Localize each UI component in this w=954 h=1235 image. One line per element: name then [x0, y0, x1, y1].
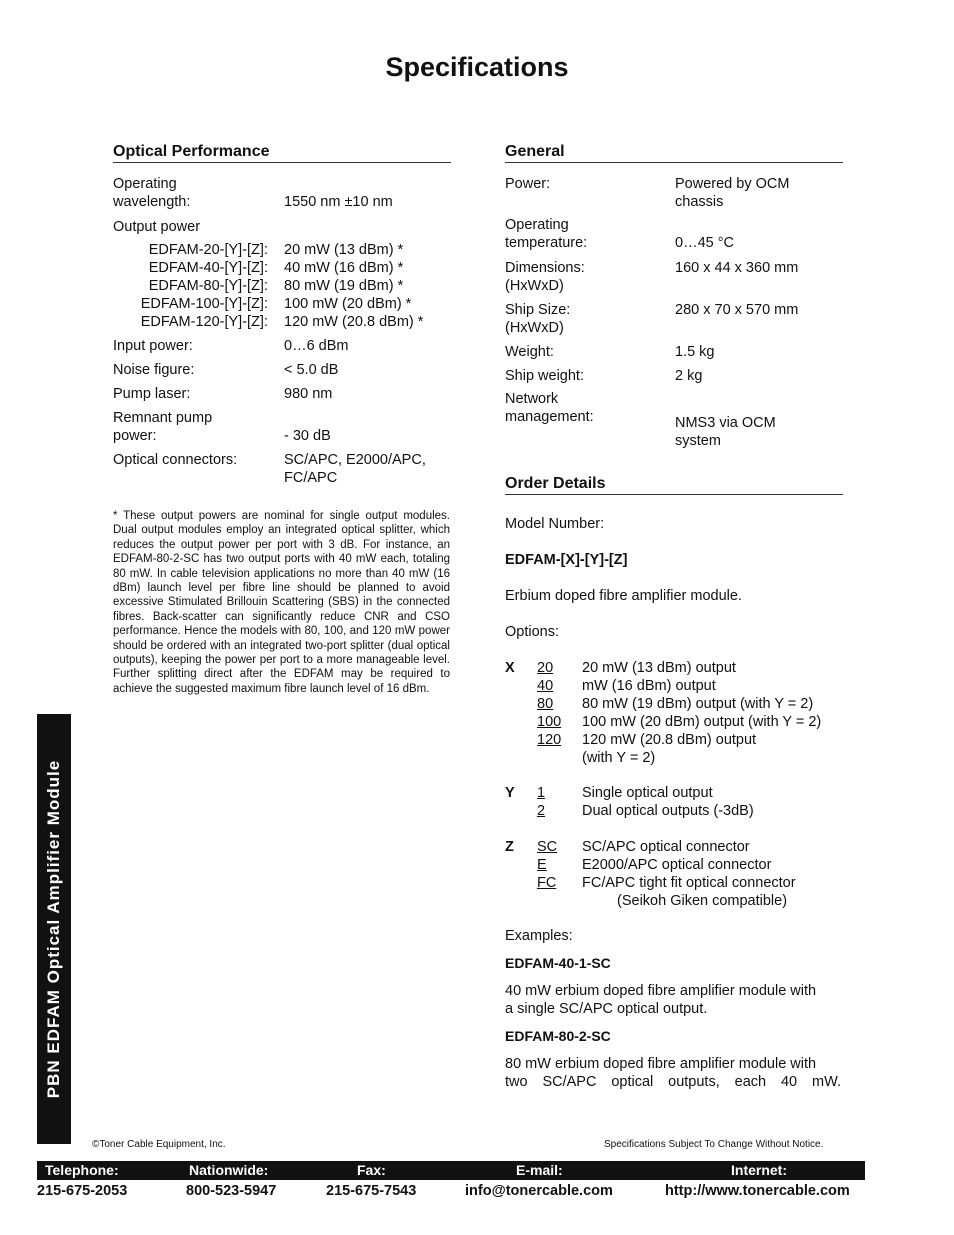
general-heading: General [505, 143, 843, 163]
contact-header-bar [37, 1161, 865, 1180]
option-desc: 80 mW (19 dBm) output (with Y = 2) [582, 696, 814, 712]
label-line: Remnant pump [113, 410, 213, 426]
option-desc: 20 mW (13 dBm) output [582, 660, 736, 676]
model-name: EDFAM-100-[Y]-[Z]: [140, 296, 268, 312]
network-management-label [505, 390, 594, 426]
option-y-descriptions [582, 784, 754, 820]
disclaimer: Specifications Subject To Change Without Notice. [604, 1139, 824, 1150]
model-power: 80 mW (19 dBm) * [284, 278, 404, 294]
model-name: EDFAM-40-[Y]-[Z]: [148, 260, 268, 276]
option-code: 2 [537, 803, 546, 819]
option-code: SC [537, 839, 558, 855]
value-line: NMS3 via OCM [675, 415, 776, 431]
option-z-descriptions [582, 838, 796, 910]
output-power-footnote: * These output powers are nominal for single output modules. Dual output modules employ an integrated optical splitter, which reduces the output power per port with 3 dB. For instance, an EDFAM-80-2-SC has two output ports with 40 mW each, totaling 80 mW. In cable television applications no more than 40 mW (16 dBm) launch level per fibre line should be planned to avoid excessive Stimulated Brillouin Scattering (SBS) in the connected fibres. Back-scatter can significantly reduce CNR and CSO performance. Hence the models with 80, 100, and 120 mW power should be ordered with an integrated two-port splitter (dual optical outputs), keeping the power per port to a more manageable level. Further splitting direct after the EDFAM may be required to achieve the suggested maximum fibre launch level of 16 dBm. [113, 510, 450, 695]
option-z-codes [537, 838, 557, 892]
fax-number: 215-675-7543 [326, 1183, 417, 1199]
model-number-label: Model Number: [505, 516, 605, 532]
pump-laser-value: 980 nm [284, 386, 333, 402]
model-power: 20 mW (13 dBm) * [284, 242, 404, 258]
option-desc: 100 mW (20 dBm) output (with Y = 2) [582, 714, 822, 730]
output-power-label: Output power [113, 219, 201, 235]
model-power: 100 mW (20 dBm) * [284, 296, 412, 312]
desc-line: 40 mW erbium doped fibre amplifier module with [505, 983, 817, 999]
option-desc: E2000/APC optical connector [582, 857, 772, 873]
option-x-codes [537, 659, 561, 749]
model-code: EDFAM-[X]-[Y]-[Z] [505, 552, 628, 568]
desc-line: 80 mW erbium doped fibre amplifier module with [505, 1056, 817, 1072]
option-desc: mW (16 dBm) output [582, 678, 716, 694]
option-desc: 120 mW (20.8 dBm) output [582, 732, 757, 748]
remnant-pump-label [113, 409, 212, 445]
input-power-value: 0…6 dBm [284, 338, 349, 354]
option-desc: FC/APC tight fit optical connector [582, 875, 796, 891]
input-power-label: Input power: [113, 338, 193, 354]
model-description: Erbium doped fibre amplifier module. [505, 588, 742, 604]
weight-label: Weight: [505, 344, 554, 360]
dimensions-value: 160 x 44 x 360 mm [675, 260, 799, 276]
options-label: Options: [505, 624, 559, 640]
operating-temperature-label [505, 216, 587, 252]
email-link[interactable]: info@tonercable.com [465, 1183, 613, 1199]
desc-line: a single SC/APC optical output. [505, 1001, 708, 1017]
ship-weight-value: 2 kg [675, 368, 703, 384]
order-details-heading: Order Details [505, 475, 843, 495]
model-name: EDFAM-80-[Y]-[Z]: [148, 278, 268, 294]
option-code: 1 [537, 785, 546, 801]
pump-laser-label: Pump laser: [113, 386, 191, 402]
fax-heading: Fax: [357, 1162, 386, 1178]
label-line: (HxWxD) [505, 320, 564, 336]
examples-label: Examples: [505, 928, 573, 944]
option-desc-extra: (Seikoh Giken compatible) [617, 893, 788, 909]
sidebar-product-title: PBN EDFAM Optical Amplifier Module [44, 759, 63, 1099]
value-line: chassis [675, 194, 724, 210]
option-y-codes [537, 784, 545, 820]
value-line: Powered by OCM [675, 176, 790, 192]
option-y-letter: Y [505, 785, 515, 801]
telephone-number: 215-675-2053 [37, 1183, 128, 1199]
option-code: 120 [537, 732, 562, 748]
label-line: Operating [113, 176, 177, 192]
option-z-letter: Z [505, 839, 514, 855]
product-sidebar [37, 714, 71, 1144]
network-management-value [675, 414, 776, 450]
option-code: FC [537, 875, 557, 891]
power-value [675, 175, 789, 211]
copyright-notice: ©Toner Cable Equipment, Inc. [92, 1139, 226, 1150]
option-desc: Single optical output [582, 785, 713, 801]
label-line: temperature: [505, 235, 588, 251]
option-x-descriptions [582, 659, 821, 767]
example2-description [505, 1055, 841, 1091]
value-line: system [675, 433, 721, 449]
optical-connectors-value [284, 451, 426, 487]
nationwide-number: 800-523-5947 [186, 1183, 277, 1199]
option-code: 40 [537, 678, 554, 694]
value-line: FC/APC [284, 470, 338, 486]
option-code: 80 [537, 696, 554, 712]
value-line: SC/APC, E2000/APC, [284, 452, 426, 468]
label-line: Ship Size: [505, 302, 571, 318]
op-wavelength-value: 1550 nm ±10 nm [284, 194, 393, 210]
email-heading: E-mail: [516, 1162, 563, 1178]
option-desc-extra: (with Y = 2) [582, 750, 656, 766]
telephone-heading: Telephone: [45, 1162, 119, 1178]
model-list [100, 241, 268, 331]
ship-weight-label: Ship weight: [505, 368, 584, 384]
operating-temperature-value: 0…45 °C [675, 235, 734, 251]
page-title: Specifications [385, 52, 569, 82]
option-code: 100 [537, 714, 562, 730]
power-label: Power: [505, 176, 551, 192]
example1-description [505, 982, 845, 1018]
example2-code: EDFAM-80-2-SC [505, 1028, 611, 1044]
option-code: 20 [537, 660, 554, 676]
ship-size-label [505, 301, 570, 337]
model-name: EDFAM-20-[Y]-[Z]: [148, 242, 268, 258]
optical-performance-heading: Optical Performance [113, 143, 451, 163]
weight-value: 1.5 kg [675, 344, 715, 360]
internet-heading: Internet: [731, 1162, 787, 1178]
remnant-pump-value: - 30 dB [284, 428, 331, 444]
optical-connectors-label: Optical connectors: [113, 452, 238, 468]
option-desc: SC/APC optical connector [582, 839, 750, 855]
noise-figure-value: < 5.0 dB [284, 362, 339, 378]
dimensions-label [505, 259, 585, 295]
label-line: (HxWxD) [505, 278, 564, 294]
nationwide-heading: Nationwide: [189, 1162, 269, 1178]
model-name: EDFAM-120-[Y]-[Z]: [140, 314, 268, 330]
option-desc: Dual optical outputs (-3dB) [582, 803, 754, 819]
op-wavelength-label [113, 175, 190, 211]
desc-line: two SC/APC optical outputs, each 40 mW. [505, 1074, 841, 1090]
model-power: 40 mW (16 dBm) * [284, 260, 404, 276]
option-code: E [537, 857, 547, 873]
noise-figure-label: Noise figure: [113, 362, 195, 378]
ship-size-value: 280 x 70 x 570 mm [675, 302, 799, 318]
model-power: 120 mW (20.8 dBm) * [284, 314, 424, 330]
option-x-letter: X [505, 660, 515, 676]
label-line: Dimensions: [505, 260, 585, 276]
model-power-list [284, 241, 423, 331]
label-line: management: [505, 409, 594, 425]
label-line: wavelength: [113, 194, 191, 210]
website-link[interactable]: http://www.tonercable.com [665, 1183, 850, 1199]
label-line: Operating [505, 217, 569, 233]
label-line: power: [113, 428, 157, 444]
example1-code: EDFAM-40-1-SC [505, 955, 611, 971]
label-line: Network [505, 391, 559, 407]
